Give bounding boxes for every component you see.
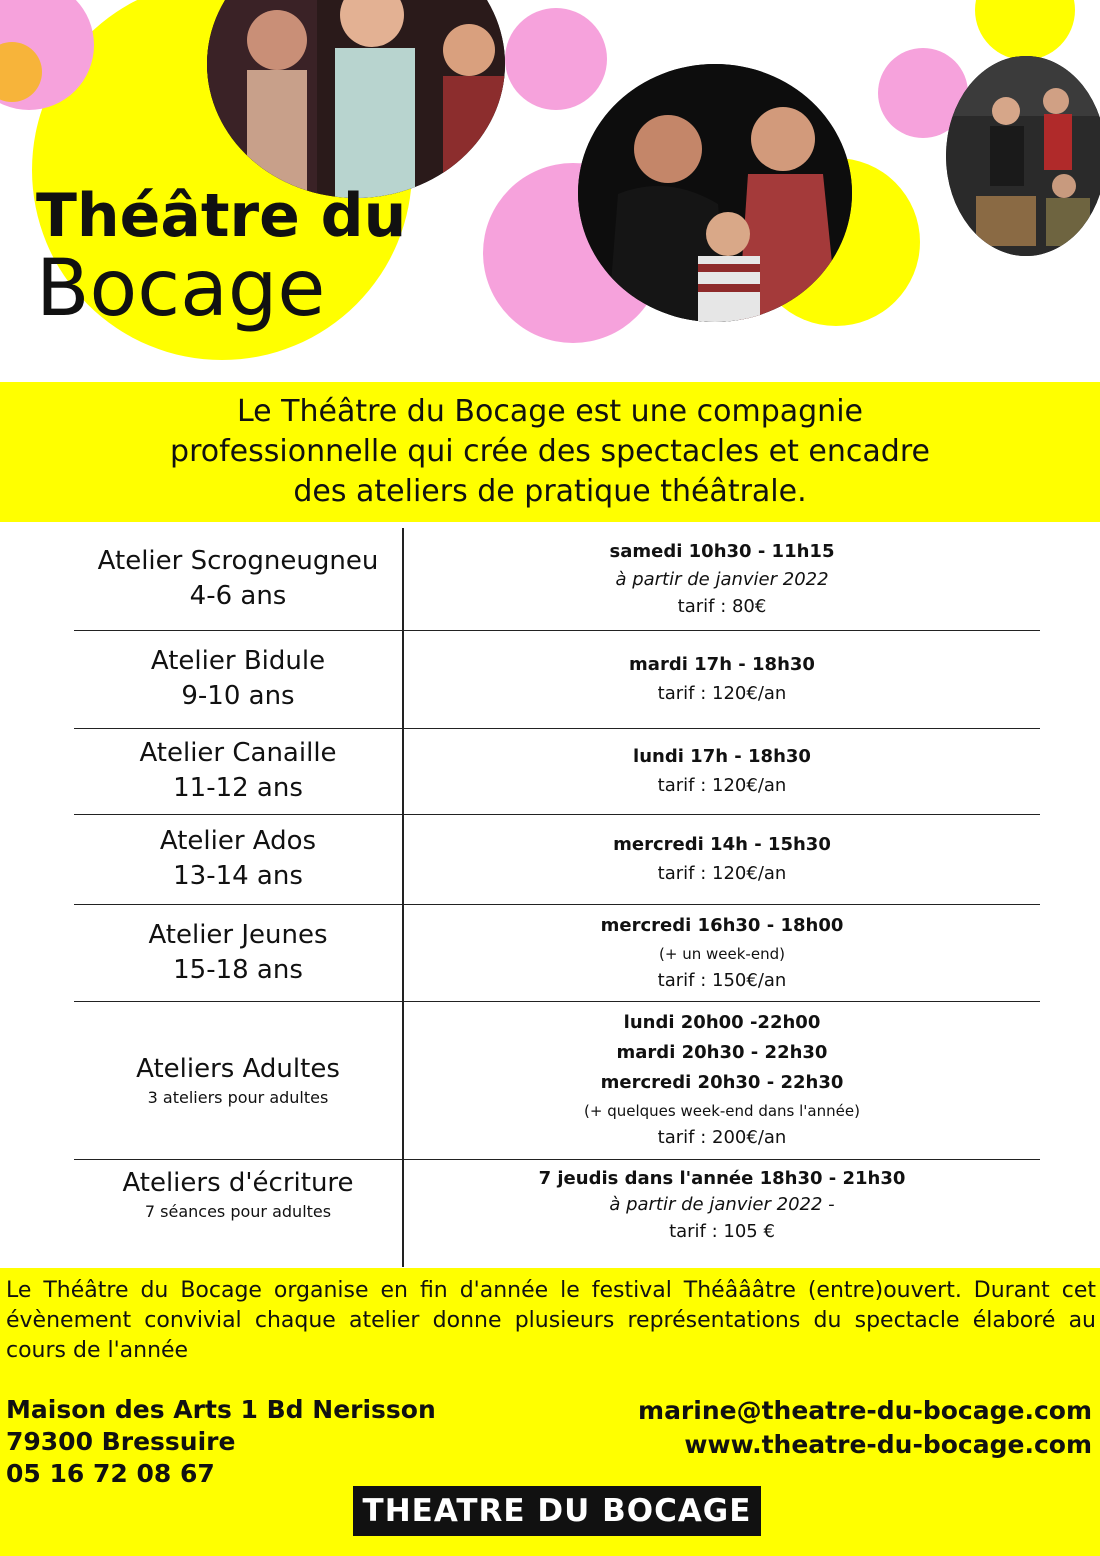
table-row [74,1159,1040,1267]
photo-actors-circle [578,64,852,322]
atelier-tarif: tarif : 200€/an [657,1127,787,1148]
atelier-schedule-cell [403,904,1040,1001]
atelier-age: 11-12 ans [173,773,303,803]
atelier-schedule-cell [403,630,1040,728]
atelier-name: Atelier Canaille [139,738,337,768]
atelier-schedule-cell [403,1001,1040,1159]
atelier-subtitle: 7 séances pour adultes [144,1201,332,1221]
website-link[interactable]: www.theatre-du-bocage.com [684,1430,1092,1459]
atelier-tarif: tarif : 105 € [669,1220,775,1242]
atelier-name-cell [74,630,403,728]
atelier-tarif: tarif : 120€/an [657,863,787,884]
atelier-name-cell [74,528,403,630]
atelier-start: à partir de janvier 2022 - [609,1193,835,1215]
atelier-note: (+ quelques week-end dans l'année) [584,1102,860,1120]
atelier-schedule: samedi 10h30 - 11h15 [609,540,835,562]
festival-text: Le Théâtre du Bocage organise en fin d'année le festival Théâââtre (entre)ouvert. Durant cet évènement convivial chaque atelier donne plusieurs représentations du spectacle élaboré au cours de l'année [6,1278,1096,1363]
footer-logo-text: THEATRE DU BOCAGE [362,1493,752,1529]
atelier-schedule-cell [403,1159,1040,1267]
table-row [74,904,1040,1001]
page-title [36,181,407,334]
atelier-start: à partir de janvier 2022 [615,568,829,590]
table-row [74,1001,1040,1159]
phone-number[interactable]: 05 16 72 08 67 [6,1459,215,1488]
title-line1: Théâtre du [36,181,407,251]
pink-circle-top [505,8,607,110]
atelier-age: 15-18 ans [173,954,303,985]
atelier-name: Atelier Ados [159,826,317,856]
atelier-note: (+ un week-end) [659,944,785,963]
title-line2: Bocage [36,244,326,334]
footer-logo [353,1486,761,1536]
table-row [74,728,1040,814]
yellow-circle-topright [975,0,1075,60]
atelier-schedule: 7 jeudis dans l'année 18h30 - 21h30 [538,1167,906,1189]
atelier-schedule-cell [403,814,1040,904]
email-link[interactable]: marine@theatre-du-bocage.com [638,1396,1092,1425]
atelier-schedule: mercredi 14h - 15h30 [613,834,831,855]
ateliers-table [74,528,1040,1267]
atelier-age: 4-6 ans [189,580,287,611]
atelier-name-cell [74,1159,403,1267]
atelier-age: 13-14 ans [173,861,303,891]
atelier-name-cell [74,728,403,814]
atelier-name: Ateliers d'écriture [122,1167,354,1198]
atelier-schedule: mercredi 16h30 - 18h00 [600,914,844,936]
atelier-schedule: mercredi 20h30 - 22h30 [600,1072,844,1093]
photo-stage-circle [946,56,1100,256]
atelier-name-cell [74,1001,403,1159]
address-block [6,1394,436,1490]
atelier-schedule: lundi 17h - 18h30 [633,746,811,767]
atelier-schedule: mardi 20h30 - 22h30 [616,1042,828,1063]
atelier-name: Atelier Jeunes [148,919,328,950]
atelier-name-cell [74,814,403,904]
atelier-subtitle: 3 ateliers pour adultes [147,1087,329,1107]
table-row [74,630,1040,728]
atelier-name: Atelier Scrogneugneu [97,545,379,576]
intro-band [0,382,1100,522]
atelier-tarif: tarif : 80€ [677,595,767,617]
atelier-tarif: tarif : 120€/an [657,683,787,704]
atelier-tarif: tarif : 150€/an [657,969,787,991]
atelier-name: Atelier Bidule [150,646,326,676]
atelier-name: Ateliers Adultes [136,1053,340,1084]
address-line2: 79300 Bressuire [6,1427,236,1456]
atelier-age: 9-10 ans [181,681,295,711]
atelier-schedule-cell [403,728,1040,814]
atelier-schedule: mardi 17h - 18h30 [629,654,815,675]
atelier-tarif: tarif : 120€/an [657,775,787,796]
contact-block [638,1394,1092,1462]
atelier-name-cell [74,904,403,1001]
atelier-schedule: lundi 20h00 -22h00 [623,1012,821,1033]
address-line1: Maison des Arts 1 Bd Nerisson [6,1395,436,1424]
atelier-schedule-cell [403,528,1040,630]
intro-text: Le Théâtre du Bocage est une compagnie professionnelle qui crée des spectacles et encadre des ateliers de pratique théâtrale. [170,394,930,509]
table-row [74,814,1040,904]
table-row [74,528,1040,630]
